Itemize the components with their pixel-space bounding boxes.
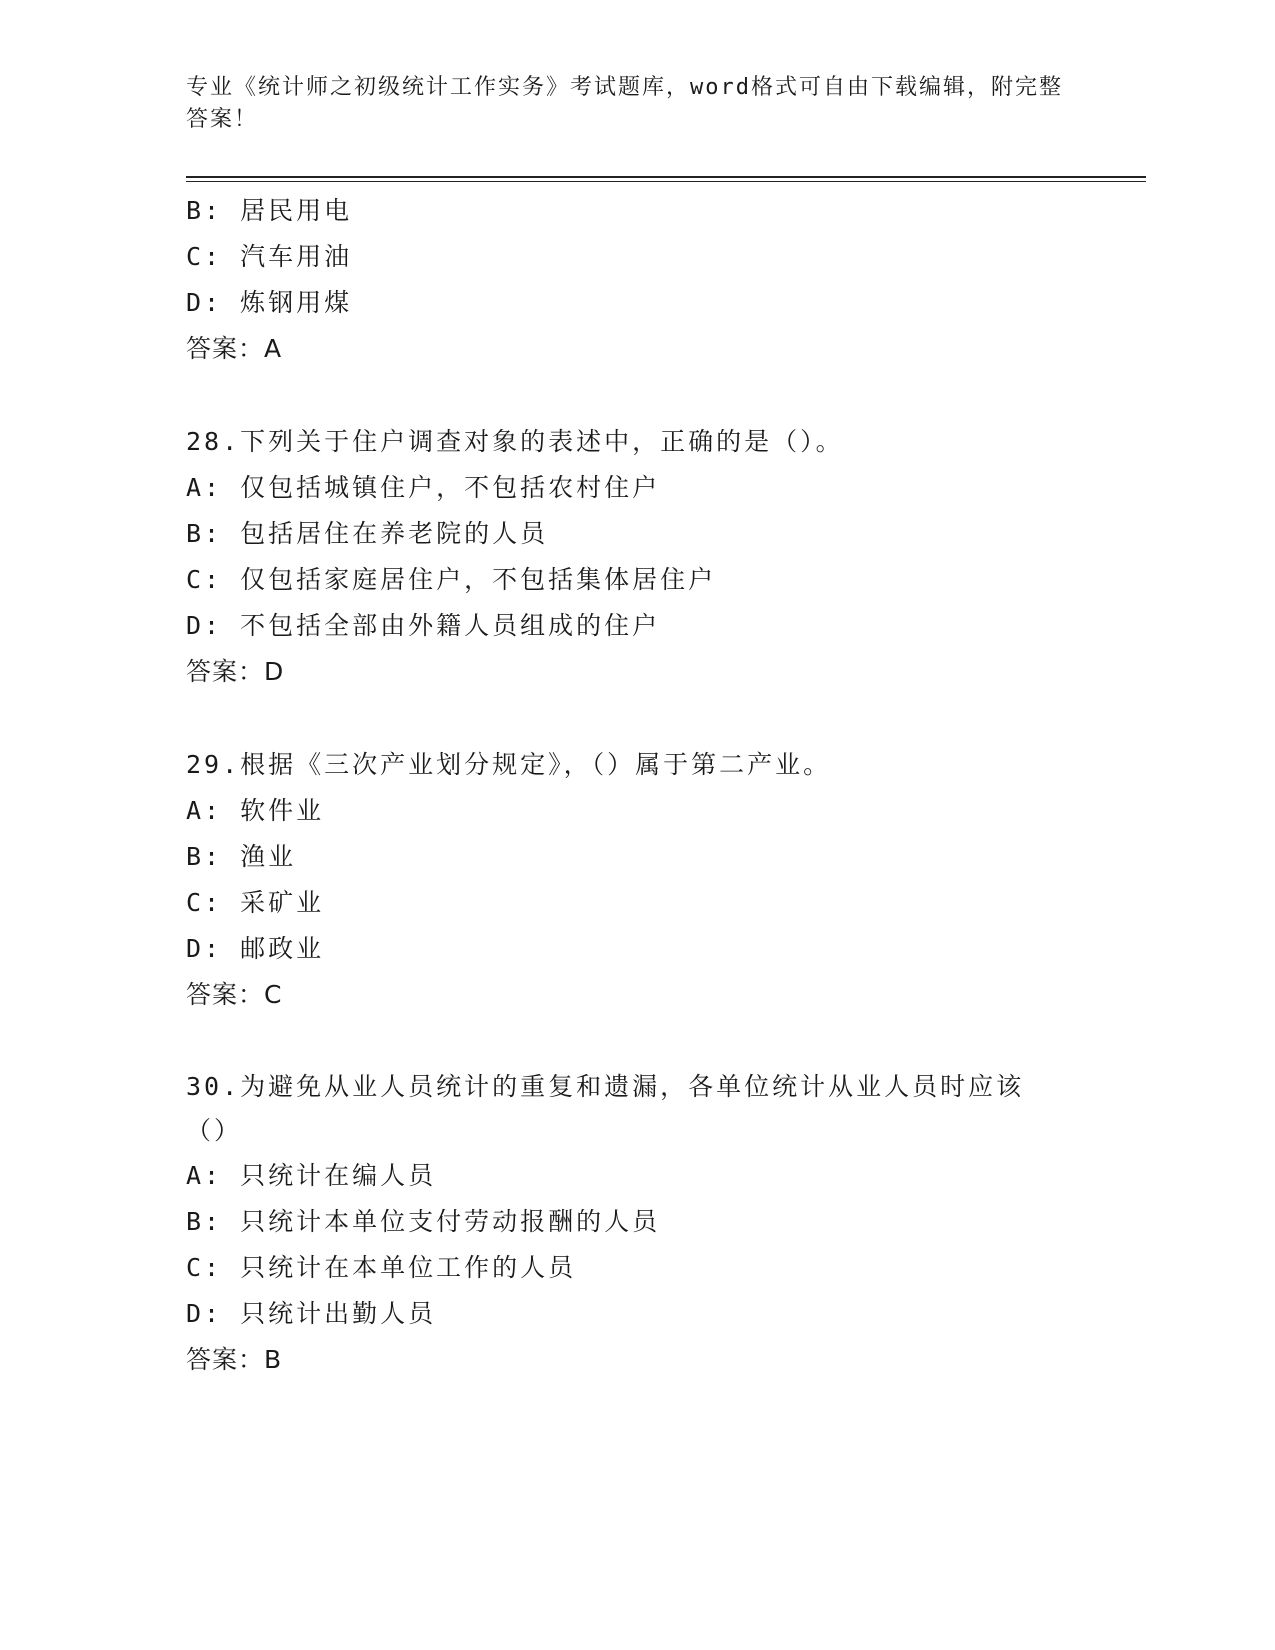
header-divider-thin (186, 181, 1146, 182)
option-a: A: 仅包括城镇住户，不包括农村住户 (186, 473, 661, 502)
question-block-30 (186, 1065, 1086, 1383)
option-c: C: 只统计在本单位工作的人员 (186, 1253, 577, 1282)
question-stem: 28.下列关于住户调查对象的表述中，正确的是（）。 (186, 427, 844, 456)
header-divider-thick (186, 176, 1146, 178)
spacer (186, 695, 1086, 742)
option-d: D: 炼钢用煤 (186, 288, 353, 317)
question-stem: 29.根据《三次产业划分规定》，（）属于第二产业。 (186, 750, 832, 779)
option-a: A: 软件业 (186, 796, 325, 825)
option-c: C: 仅包括家庭居住户，不包括集体居住户 (186, 565, 717, 594)
option-b: B: 包括居住在养老院的人员 (186, 519, 549, 548)
answer-line: 答案：A (186, 334, 283, 363)
document-header: 专业《统计师之初级统计工作实务》考试题库，word格式可自由下载编辑，附完整答案！ (186, 75, 1063, 132)
question-list (186, 188, 1086, 1383)
option-b: B: 渔业 (186, 842, 297, 871)
question-block-27 (186, 188, 1086, 372)
option-b: B: 只统计本单位支付劳动报酬的人员 (186, 1207, 661, 1236)
question-stem: 30.为避免从业人员统计的重复和遗漏，各单位统计从业人员时应该（） (186, 1072, 1025, 1145)
option-d: D: 不包括全部由外籍人员组成的住户 (186, 611, 661, 640)
answer-line: 答案：B (186, 1345, 283, 1374)
question-block-28 (186, 419, 1086, 695)
option-d: D: 邮政业 (186, 934, 325, 963)
spacer (186, 372, 1086, 419)
option-b: B: 居民用电 (186, 196, 353, 225)
option-a: A: 只统计在编人员 (186, 1161, 437, 1190)
option-c: C: 汽车用油 (186, 242, 353, 271)
question-block-29 (186, 742, 1086, 1018)
spacer (186, 1018, 1086, 1065)
answer-line: 答案：C (186, 980, 283, 1009)
option-c: C: 采矿业 (186, 888, 325, 917)
answer-line: 答案：D (186, 657, 285, 686)
option-d: D: 只统计出勤人员 (186, 1299, 437, 1328)
